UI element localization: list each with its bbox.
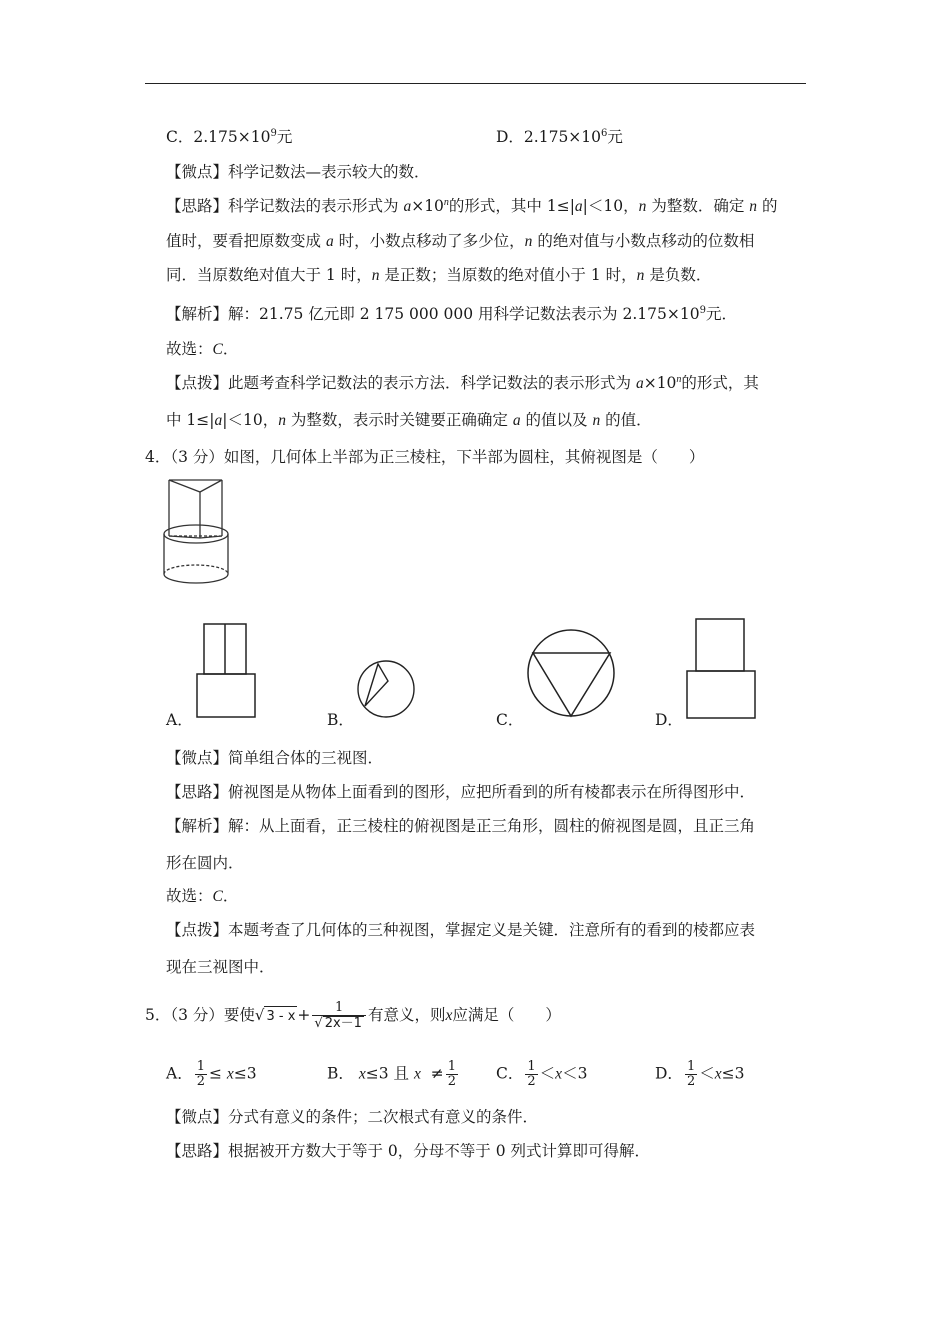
q3-option-d: D．$2.175\times 10^6$元 <box>496 128 623 146</box>
q4-option-c-figure <box>526 628 618 720</box>
q4-weidian: 【微点】简单组合体的三视图． <box>166 749 384 767</box>
q3-silu-line1: 【思路】科学记数法的表示形式为 $a\times 10^n$的形式，其中 1≤|a|＜10，n 为整数．确定 n 的 <box>166 197 778 215</box>
q4-label-c: C． <box>496 711 524 729</box>
q3-option-c: C．$2.175\times 10^9$元 <box>166 128 293 146</box>
header-rule <box>145 83 806 84</box>
q3-jiexi: 【解析】解：21.75 亿元即 2 175 000 000 用科学记数法表示为 $2.175\times 10^9$元． <box>166 305 737 323</box>
q5-weidian: 【微点】分式有意义的条件；二次根式有意义的条件． <box>166 1108 539 1126</box>
q4-label-a: A． <box>166 711 193 729</box>
q5-option-c: C． $\frac{1}{2}$ ＜x＜3 <box>496 1059 588 1089</box>
q4-dianbo-line2: 现在三视图中． <box>166 958 275 976</box>
q5-option-a: A． $\frac{1}{2}$ ≤ x≤3 <box>166 1059 257 1089</box>
q3-dianbo-line1: 【点拨】此题考查科学记数法的表示方法．科学记数法的表示形式为 $a\times 10^n$的形式，其 <box>166 374 759 392</box>
q4-silu: 【思路】俯视图是从物体上面看到的图形，应把所看到的所有棱都表示在所得图形中． <box>166 783 756 801</box>
q5-sqrt-1: 3 - x <box>264 1006 297 1027</box>
q5-fraction: $\frac{1}{√ 2x-1}$ <box>312 1001 366 1031</box>
q3-weidian: 【微点】科学记数法—表示较大的数． <box>166 163 430 181</box>
q3-dianbo-line2: 中 1≤|a|＜10，n 为整数，表示时关键要正确确定 a 的值以及 n 的值． <box>166 411 652 429</box>
q5-option-d: D． $\frac{1}{2}$ ＜x≤3 <box>655 1059 745 1089</box>
q4-jiexi-line2: 形在圆内． <box>166 854 244 872</box>
q5-silu: 【思路】根据被开方数大于等于 0，分母不等于 0 列式计算即可得解． <box>166 1142 651 1160</box>
q4-label-b: B． <box>327 711 354 729</box>
q4-jiexi-line1: 【解析】解：从上面看，正三棱柱的俯视图是正三角形，圆柱的俯视图是圆，且正三角 <box>166 817 756 835</box>
q4-dianbo-line1: 【点拨】本题考查了几何体的三种视图，掌握定义是关键．注意所有的看到的棱都应表 <box>166 921 756 939</box>
q3-silu-line2: 值时，要看把原数变成 a 时，小数点移动了多少位，n 的绝对值与小数点移动的位数相 <box>166 232 755 250</box>
q4-answer: 故选：C． <box>166 887 239 905</box>
q4-stem: 4．（3 分）如图，几何体上半部为正三棱柱，下半部为圆柱，其俯视图是（ ） <box>145 448 705 466</box>
q3-answer: 故选：C． <box>166 340 239 358</box>
q4-option-a-figure <box>196 622 258 720</box>
q4-solid-figure <box>160 478 240 584</box>
q5-option-b: B． x≤3 且 x ≠ $\frac{1}{2}$ <box>327 1059 456 1089</box>
q4-option-d-figure <box>685 617 759 721</box>
q4-label-d: D． <box>655 711 683 729</box>
q3-silu-line3: 同．当原数绝对值大于 1 时，n 是正数；当原数的绝对值小于 1 时，n 是负数． <box>166 266 712 284</box>
q4-option-b-figure <box>356 660 418 720</box>
q5-stem: 5．（3 分）要使√ 3 - x + $\frac{1}{√ 2x-1}$ 有意义，则x应满足（ ） <box>145 1000 561 1031</box>
